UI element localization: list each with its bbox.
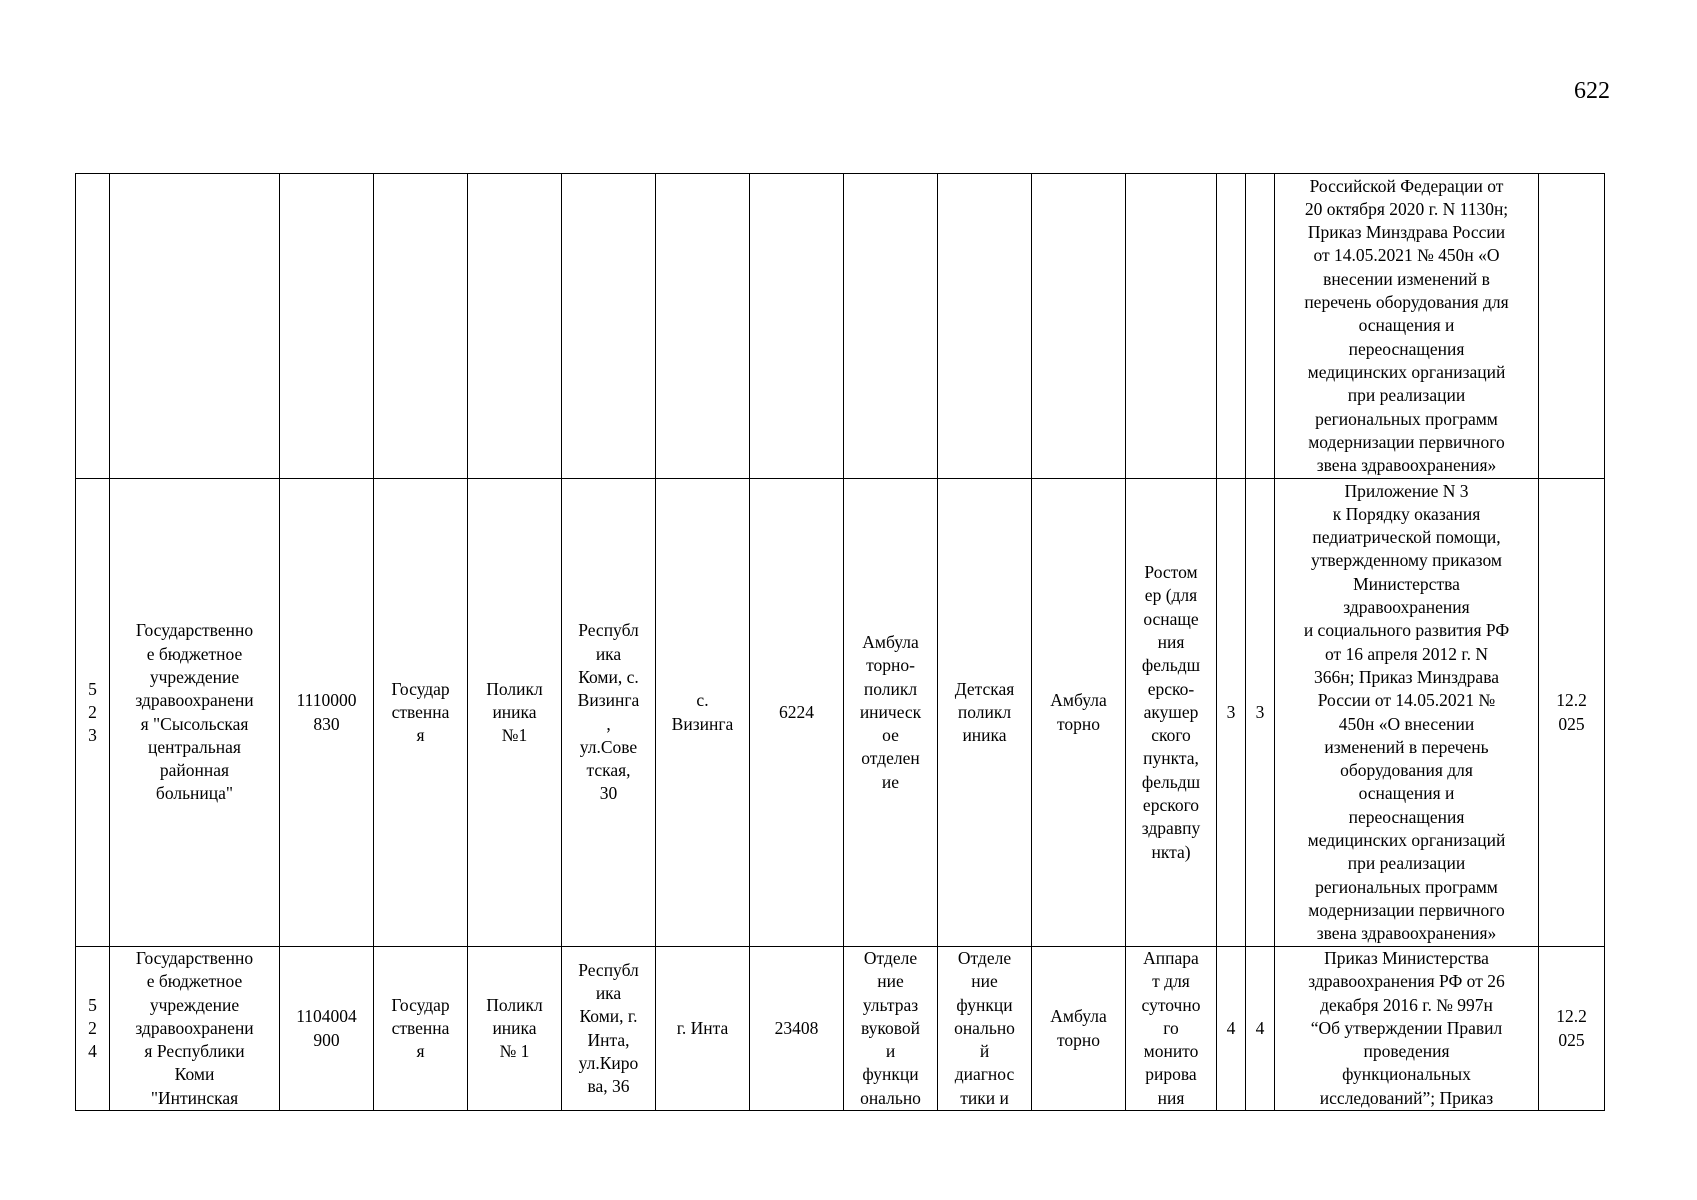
cell-equipment — [1126, 174, 1217, 479]
cell-care-form — [1032, 174, 1126, 479]
cell-equipment: Аппара т для суточно го монито рирова ния — [1126, 947, 1217, 1111]
cell-organization: Государственно е бюджетное учреждение здравоохранени я Республики Коми "Интинская — [110, 947, 280, 1111]
cell-date — [1539, 174, 1605, 479]
cell-ogrn: 1110000 830 — [280, 479, 374, 947]
cell-care-form: Амбула торно — [1032, 947, 1126, 1111]
cell-address — [562, 174, 656, 479]
cell-organization — [110, 174, 280, 479]
cell-ownership: Государ ственна я — [374, 479, 468, 947]
cell-ownership: Государ ственна я — [374, 947, 468, 1111]
table-row — [76, 174, 1605, 479]
cell-quantity-b: 4 — [1246, 947, 1275, 1111]
cell-quantity-a: 3 — [1217, 479, 1246, 947]
cell-quantity-b — [1246, 174, 1275, 479]
table-row — [76, 479, 1605, 947]
cell-department-type: Отделе ние ультраз вуковой и функци онально — [844, 947, 938, 1111]
cell-address: Республ ика Коми, с. Визинга , ул.Сове тская, 30 — [562, 479, 656, 947]
cell-date: 12.2 025 — [1539, 947, 1605, 1111]
cell-facility: Поликл иника №1 — [468, 479, 562, 947]
cell-department-name: Отделе ние функци онально й диагнос тики и — [938, 947, 1032, 1111]
cell-population — [750, 174, 844, 479]
cell-ogrn — [280, 174, 374, 479]
cell-normative: Приложение N 3 к Порядку оказания педиатрической помощи, утвержденному приказом Министерства здравоохранения и социального развития РФ от 16 апреля 2012 г. N 366н; Приказ Минздрава России от 14.05.2021 № 450н «О внесении изменений в перечень оборудования для оснащения и переоснащения медицинских организаций при реализации региональных программ модернизации первичного звена здравоохранения» — [1275, 479, 1539, 947]
cell-department-type — [844, 174, 938, 479]
cell-equipment: Ростом ер (для оснаще ния фельдш ерско- акушер ского пункта, фельдш ерского здравпу нкта) — [1126, 479, 1217, 947]
cell-quantity-a — [1217, 174, 1246, 479]
cell-locality: с. Визинга — [656, 479, 750, 947]
cell-department-name: Детская поликл иника — [938, 479, 1032, 947]
cell-facility — [468, 174, 562, 479]
page-number: 622 — [1574, 78, 1610, 104]
cell-population: 23408 — [750, 947, 844, 1111]
cell-no: 5 2 3 — [76, 479, 110, 947]
cell-no: 5 2 4 — [76, 947, 110, 1111]
cell-facility: Поликл иника № 1 — [468, 947, 562, 1111]
cell-ownership — [374, 174, 468, 479]
cell-normative: Приказ Министерства здравоохранения РФ от 26 декабря 2016 г. № 997н “Об утверждении Правил проведения функциональных исследований”; Приказ — [1275, 947, 1539, 1111]
cell-address: Республ ика Коми, г. Инта, ул.Киро ва, 36 — [562, 947, 656, 1111]
cell-organization: Государственно е бюджетное учреждение здравоохранени я "Сысольская центральная районная больница" — [110, 479, 280, 947]
cell-quantity-b: 3 — [1246, 479, 1275, 947]
cell-department-type: Амбула торно- поликл иническ ое отделен ие — [844, 479, 938, 947]
cell-date: 12.2 025 — [1539, 479, 1605, 947]
table-row — [76, 947, 1605, 1111]
cell-ogrn: 1104004 900 — [280, 947, 374, 1111]
cell-locality — [656, 174, 750, 479]
cell-quantity-a: 4 — [1217, 947, 1246, 1111]
cell-department-name — [938, 174, 1032, 479]
cell-locality: г. Инта — [656, 947, 750, 1111]
cell-normative: Российской Федерации от 20 октября 2020 г. N 1130н; Приказ Минздрава России от 14.05.2021 № 450н «О внесении изменений в перечень оборудования для оснащения и переоснащения медицинских организаций при реализации региональных программ модернизации первичного звена здравоохранения» — [1275, 174, 1539, 479]
cell-population: 6224 — [750, 479, 844, 947]
cell-care-form: Амбула торно — [1032, 479, 1126, 947]
cell-no — [76, 174, 110, 479]
equipment-table — [75, 173, 1605, 1111]
